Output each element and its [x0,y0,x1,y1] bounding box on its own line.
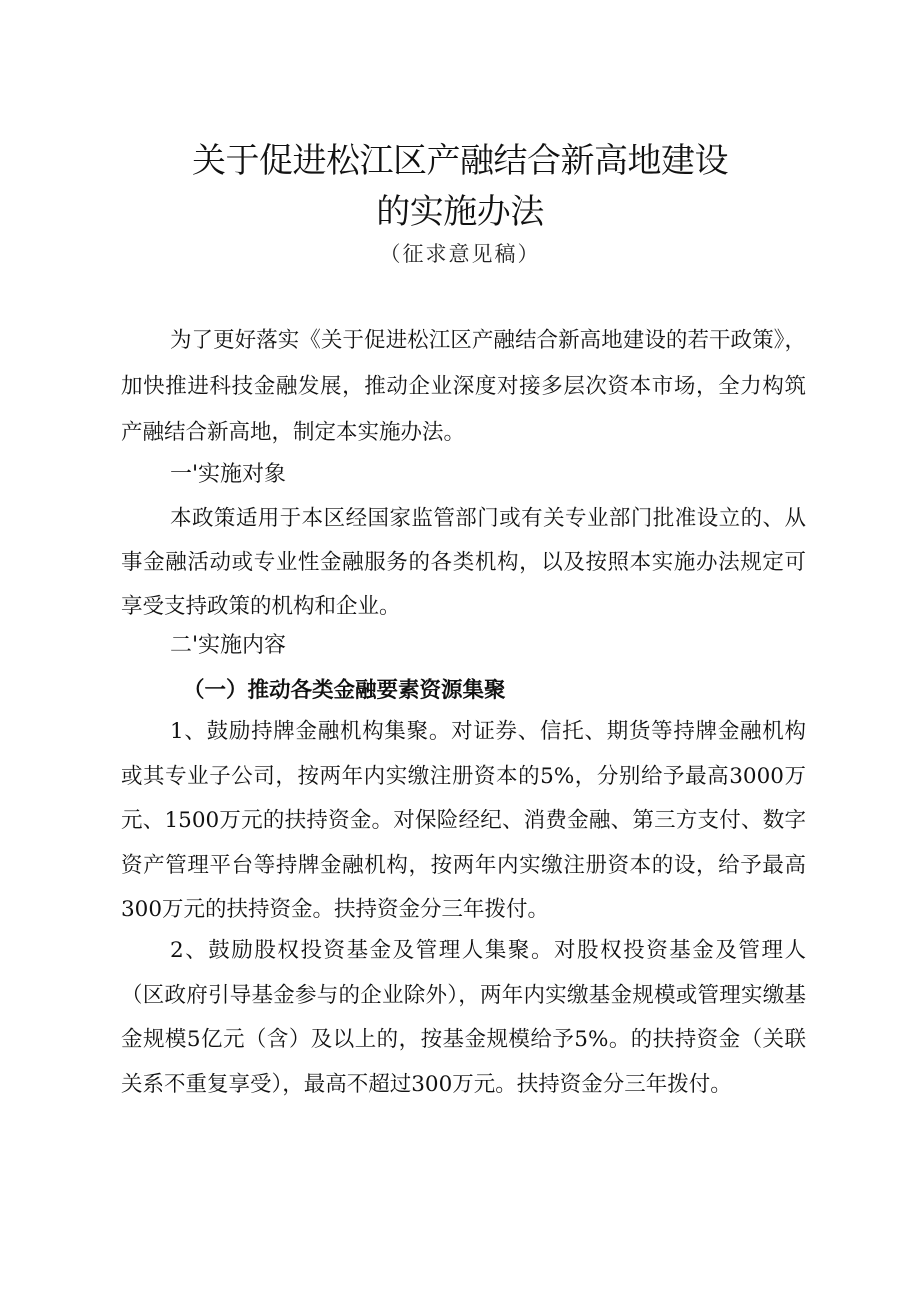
document-title-line2: 的实施办法 [376,192,544,232]
document-title-line1: 关于促进松江区产融结合新高地建设 [192,141,728,181]
subsection1-heading: （一）推动各类金融要素资源集聚 [183,678,506,703]
section1-heading: 一'实施对象 [170,462,287,487]
item2-paragraph: 2、鼓励股权投资基金及管理人集聚。对股权投资基金及管理人（区政府引导基金参与的企业除外），两年内实缴基金规模或管理实缴基金规模5亿元（含）及以上的，按基金规模给予5%。的扶持资金（关联关系不重复享受），最高不超过300万元。扶持资金分三年拨付。 [121,938,806,1097]
intro-paragraph: 为了更好落实《关于促进松江区产融结合新高地建设的若干政策》，加快推进科技金融发展，推动企业深度对接多层次资本市场，全力构筑产融结合新高地，制定本实施办法。 [121,328,806,445]
document-subtitle: （征求意见稿） [379,242,541,266]
item1-paragraph: 1、鼓励持牌金融机构集聚。对证券、信托、期货等持牌金融机构或其专业子公司，按两年内实缴注册资本的5%，分别给予最高3000万元、1500万元的扶持资金。对保险经纪、消费金融、第三方支付、数字资产管理平台等持牌金融机构，按两年内实缴注册资本的设，给予最高300万元的扶持资金。扶持资金分三年拨付。 [121,719,806,922]
section2-heading: 二'实施内容 [170,633,287,658]
section1-body: 本政策适用于本区经国家监管部门或有关专业部门批准设立的、从事金融活动或专业性金融服务的各类机构，以及按照本实施办法规定可享受支持政策的机构和企业。 [121,506,806,619]
